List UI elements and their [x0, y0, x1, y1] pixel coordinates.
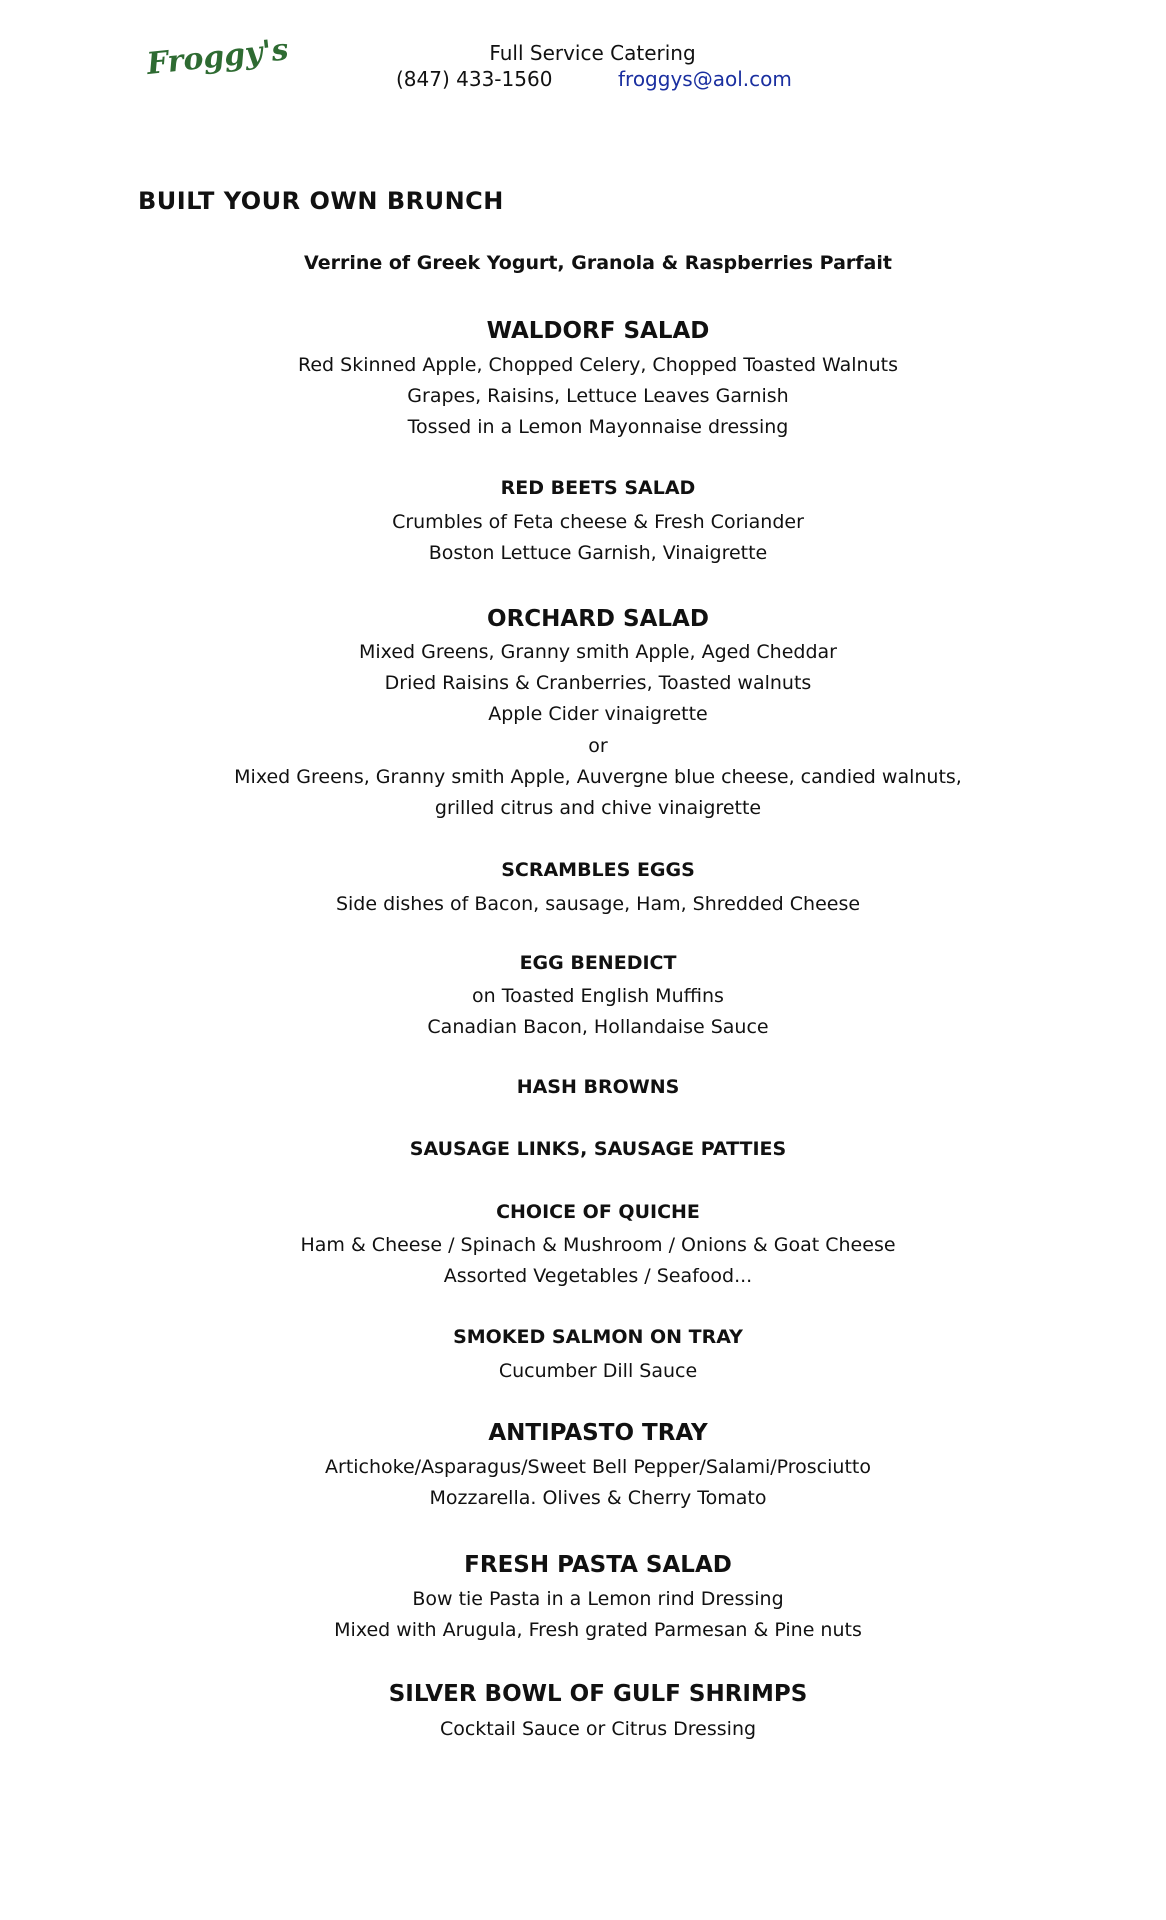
section-description-line: Tossed in a Lemon Mayonnaise dressing [407, 416, 789, 438]
section-description-line: Side dishes of Bacon, sausage, Ham, Shredded Cheese [335, 893, 861, 915]
section-description-line: Bow tie Pasta in a Lemon rind Dressing [412, 1588, 784, 1610]
section-description-line: Artichoke/Asparagus/Sweet Bell Pepper/Salami/Prosciutto [325, 1456, 871, 1478]
section-description-line: Assorted Vegetables / Seafood... [443, 1265, 753, 1287]
section-heading: SILVER BOWL OF GULF SHRIMPS [388, 1681, 808, 1707]
section-description-line: Ham & Cheese / Spinach & Mushroom / Onions & Goat Cheese [300, 1234, 896, 1256]
phone-number: (847) 433-1560 [396, 67, 553, 91]
section-heading: HASH BROWNS [516, 1076, 680, 1098]
section-heading: CHOICE OF QUICHE [496, 1201, 700, 1223]
section-heading: FRESH PASTA SALAD [464, 1552, 732, 1578]
section-description-line: Crumbles of Feta cheese & Fresh Coriander [392, 511, 804, 533]
section-description-line: Cocktail Sauce or Citrus Dressing [439, 1718, 757, 1740]
intro-item: Verrine of Greek Yogurt, Granola & Raspberries Parfait [304, 252, 892, 274]
section-description-line: Mixed Greens, Granny smith Apple, Aged Cheddar [359, 641, 837, 663]
section-description-line: on Toasted English Muffins [472, 985, 724, 1007]
section-description-line: Mixed Greens, Granny smith Apple, Auvergne blue cheese, candied walnuts, [234, 766, 962, 788]
section-heading: ORCHARD SALAD [487, 606, 709, 632]
section-description-line: Apple Cider vinaigrette [488, 703, 708, 725]
section-description-line: Canadian Bacon, Hollandaise Sauce [427, 1016, 769, 1038]
section-heading: SAUSAGE LINKS, SAUSAGE PATTIES [409, 1138, 787, 1160]
section-heading: EGG BENEDICT [519, 952, 677, 974]
section-heading: SCRAMBLES EGGS [501, 859, 695, 881]
email-link[interactable]: froggys@aol.com [618, 67, 792, 91]
section-description-line: Mixed with Arugula, Fresh grated Parmesan & Pine nuts [334, 1619, 862, 1641]
section-description-line: Boston Lettuce Garnish, Vinaigrette [428, 542, 768, 564]
section-description-line: Cucumber Dill Sauce [498, 1360, 698, 1382]
section-description-line: Red Skinned Apple, Chopped Celery, Chopped Toasted Walnuts [298, 354, 898, 376]
logo-text: Froggy's [145, 32, 291, 82]
section-heading: ANTIPASTO TRAY [488, 1420, 708, 1446]
section-description-line: Dried Raisins & Cranberries, Toasted walnuts [384, 672, 812, 694]
section-description-line: Grapes, Raisins, Lettuce Leaves Garnish [407, 385, 789, 407]
section-description-line: or [588, 735, 608, 757]
section-heading: RED BEETS SALAD [500, 477, 696, 499]
section-heading: WALDORF SALAD [486, 318, 710, 344]
page-title: BUILT YOUR OWN BRUNCH [138, 187, 504, 215]
section-description-line: Mozzarella. Olives & Cherry Tomato [429, 1487, 767, 1509]
catering-service-label: Full Service Catering [489, 41, 696, 65]
section-description-line: grilled citrus and chive vinaigrette [434, 797, 762, 819]
section-heading: SMOKED SALMON ON TRAY [453, 1326, 743, 1348]
